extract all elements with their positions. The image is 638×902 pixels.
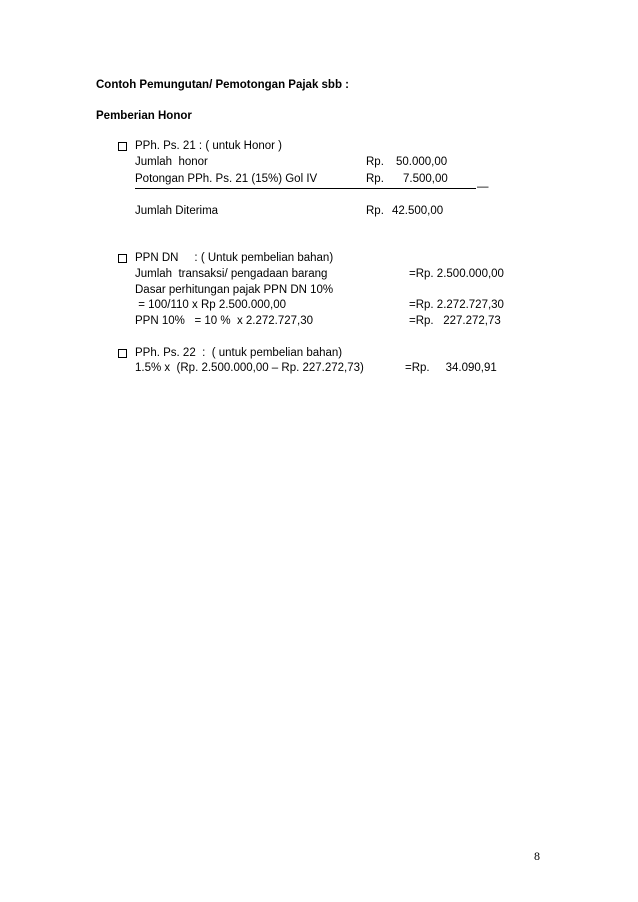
page-number: 8 xyxy=(534,849,540,863)
pph21-row-label: Jumlah Diterima xyxy=(135,205,219,217)
pph21-title: PPh. Ps. 21 : ( untuk Honor ) xyxy=(135,140,283,152)
ppn-line-value: =Rp. 2.272.727,30 xyxy=(409,299,504,311)
ppn-title: PPN DN : ( Untuk pembelian bahan) xyxy=(135,252,334,264)
pph21-row-currency: Rp. xyxy=(366,173,384,185)
ppn-line-label: PPN 10% = 10 % x 2.272.727,30 xyxy=(135,315,314,327)
ppn-line-label: Dasar perhitungan pajak PPN DN 10% xyxy=(135,284,334,296)
pph21-row-currency: Rp. xyxy=(366,156,384,168)
ppn-line-value: =Rp. 2.500.000,00 xyxy=(409,268,504,280)
pph21-row-label: Jumlah honor xyxy=(135,156,208,168)
minus-sign: — xyxy=(477,181,489,193)
checkbox-bullet-icon xyxy=(118,254,127,263)
pph21-row-amount: 42.500,00 xyxy=(392,205,444,217)
pph21-row-label: Potongan PPh. Ps. 21 (15%) Gol IV xyxy=(135,173,318,185)
pph21-row-amount: 7.500,00 xyxy=(403,173,448,185)
ppn-line-label: Jumlah transaksi/ pengadaan barang xyxy=(135,268,328,280)
checkbox-bullet-icon xyxy=(118,349,127,358)
ppn-line-value: =Rp. 227.272,73 xyxy=(409,315,501,327)
ppn-line-label: = 100/110 x Rp 2.500.000,00 xyxy=(135,299,287,311)
section-subheading: Pemberian Honor xyxy=(96,110,192,122)
pph22-line-value: =Rp. 34.090,91 xyxy=(405,362,497,374)
pph22-title: PPh. Ps. 22 : ( untuk pembelian bahan) xyxy=(135,347,343,359)
pph21-row-amount: 50.000,00 xyxy=(396,156,448,168)
pph22-line-label: 1.5% x (Rp. 2.500.000,00 – Rp. 227.272,73) xyxy=(135,362,364,374)
subtotal-rule xyxy=(135,188,476,189)
checkbox-bullet-icon xyxy=(118,142,127,151)
page-heading: Contoh Pemungutan/ Pemotongan Pajak sbb : xyxy=(96,79,350,91)
pph21-row-currency: Rp. xyxy=(366,205,384,217)
